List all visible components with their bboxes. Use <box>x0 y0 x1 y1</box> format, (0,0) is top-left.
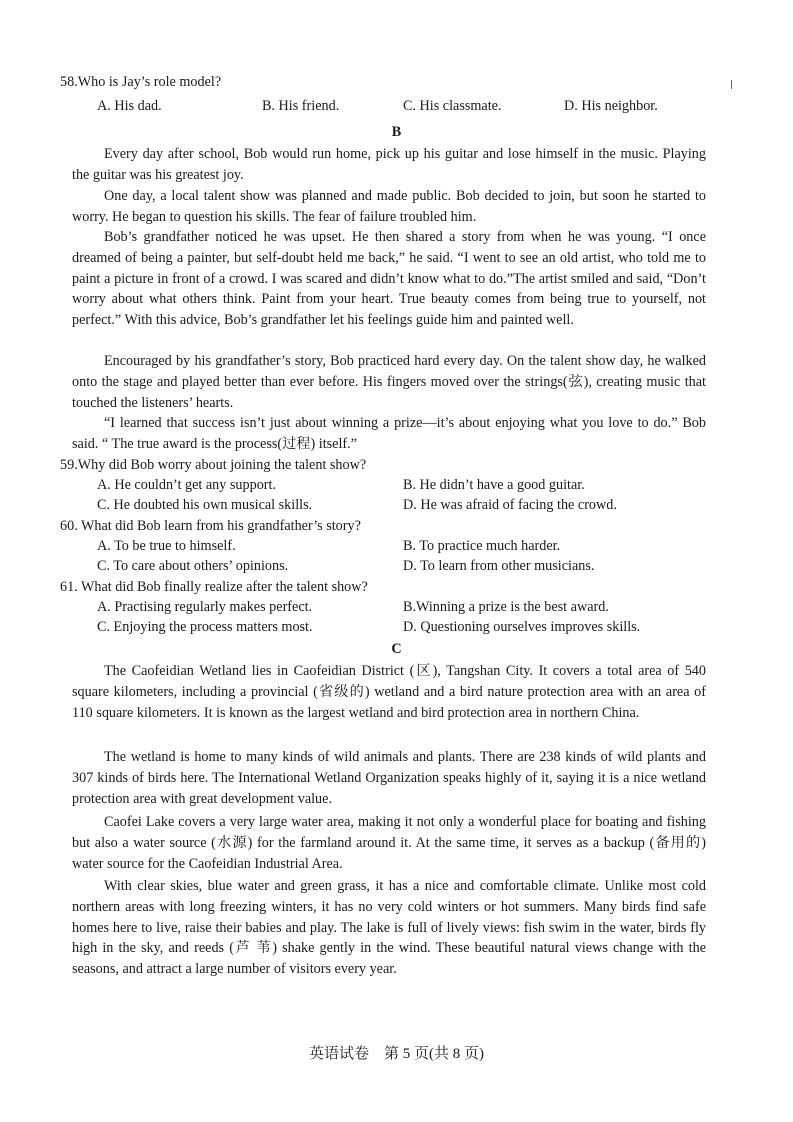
question-61-option-b: B.Winning a prize is the best award. <box>403 599 609 615</box>
page-footer: 英语试卷 第 5 页(共 8 页) <box>309 1046 484 1062</box>
question-59-stem: 59.Why did Bob worry about joining the talent show? <box>60 457 367 473</box>
section-b-paragraph: One day, a local talent show was planned and made public. Bob decided to join, but soon he started to worry. He began to question his skills. The fear of failure troubled him. <box>72 188 706 225</box>
question-58-option-b: B. His friend. <box>262 98 340 114</box>
question-59-option-d: D. He was afraid of facing the crowd. <box>403 497 617 513</box>
section-c-paragraph: The wetland is home to many kinds of wild animals and plants. There are 238 kinds of wild plants and 307 kinds of birds here. The International Wetland Organization speaks highly of it, saying it is a nice wetland protection area with great development value. <box>72 749 706 807</box>
question-60-stem: 60. What did Bob learn from his grandfather’s story? <box>60 518 361 534</box>
section-b-title: B <box>391 124 402 140</box>
section-b-paragraph: “I learned that success isn’t just about winning a prize—it’s about enjoying what you love to do.” Bob said. “ The true award is the process(过程) itself.” <box>72 415 706 452</box>
question-61-option-c: C. Enjoying the process matters most. <box>97 619 313 635</box>
section-c-paragraph: Caofei Lake covers a very large water area, making it not only a wonderful place for boating and fishing but also a water source (水源) for the farmland around it. At the same time, it serves as a backup (备用的) water source for the Caofeidian Industrial Area. <box>72 814 706 872</box>
question-60-option-a: A. To be true to himself. <box>97 538 236 554</box>
section-b-paragraph: Every day after school, Bob would run home, pick up his guitar and lose himself in the music. Playing the guitar was his greatest joy. <box>72 146 706 183</box>
question-61-stem: 61. What did Bob finally realize after the talent show? <box>60 579 368 595</box>
question-61-option-a: A. Practising regularly makes perfect. <box>97 599 313 615</box>
section-c-paragraph: The Caofeidian Wetland lies in Caofeidian District (区), Tangshan City. It covers a total area of 540 square kilometers, including a provincial (省级的) wetland and a bird nature protection area with an area of 110 square kilometers. It is known as the largest wetland and bird protection area in northern China. <box>72 663 706 721</box>
question-60-option-d: D. To learn from other musicians. <box>403 558 595 574</box>
question-58-option-a: A. His dad. <box>97 98 162 114</box>
question-59-option-c: C. He doubted his own musical skills. <box>97 497 313 513</box>
question-60-option-c: C. To care about others’ opinions. <box>97 558 289 574</box>
section-b-paragraph: Bob’s grandfather noticed he was upset. He then shared a story from when he was young. “I once dreamed of being a painter, but self-doubt held me back,” he said. “I went to see an old artist, who told me to paint a picture in front of a crowd. I was scared and didn’t know what to do.”The artist smiled and said, “Don’t worry about what others think. Paint from your heart. True beauty comes from being true to yourself, not perfect.” With this advice, Bob’s grandfather let his feelings guide him and painted well. <box>72 229 706 329</box>
margin-mark <box>731 80 732 89</box>
question-58-option-c: C. His classmate. <box>403 98 502 114</box>
section-c-title: C <box>391 641 402 657</box>
question-58-option-d: D. His neighbor. <box>564 98 658 114</box>
section-b-paragraph: Encouraged by his grandfather’s story, Bob practiced hard every day. On the talent show day, he walked onto the stage and played better than ever before. His fingers moved over the strings(弦), creating music that touched the listeners’ hearts. <box>72 353 706 411</box>
section-c-paragraph: With clear skies, blue water and green grass, it has a nice and comfortable climate. Unlike most cold northern areas with long freezing winters, it has no very cold winters or hot summers. Many birds find safe homes here to live, raise their babies and play. The lake is full of lively views: fish swim in the water, birds fly high in the sky, and reeds (芦 苇) shake gently in the wind. These beautiful natural views change with the seasons, and attract a large number of visitors every year. <box>72 878 706 978</box>
question-59-option-b: B. He didn’t have a good guitar. <box>403 477 585 493</box>
question-58-stem: 58.Who is Jay’s role model? <box>60 74 222 90</box>
question-61-option-d: D. Questioning ourselves improves skills. <box>403 619 641 635</box>
question-60-option-b: B. To practice much harder. <box>403 538 561 554</box>
question-59-option-a: A. He couldn’t get any support. <box>97 477 277 493</box>
